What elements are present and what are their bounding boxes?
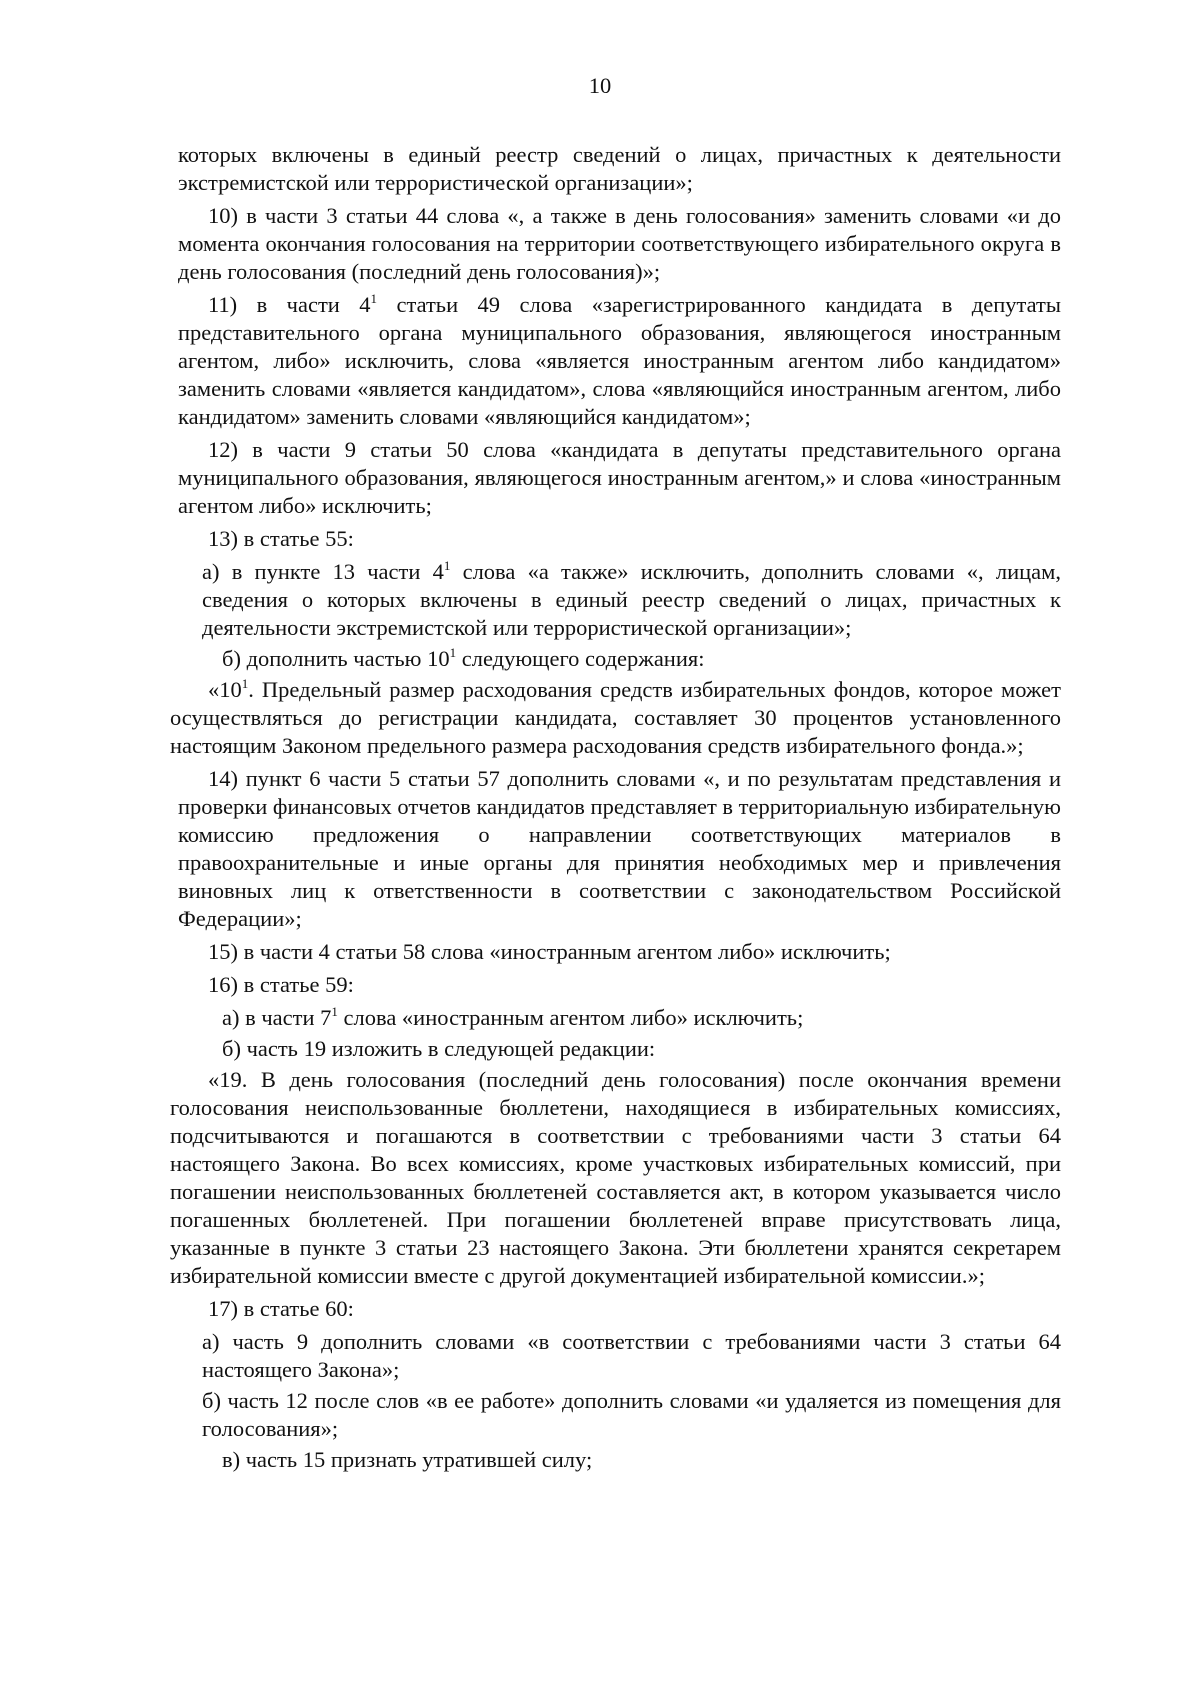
item-14: 14) пункт 6 части 5 статьи 57 дополнить словами «, и по результатам представления и проверки финансовых отчетов кандидатов представляет в территориальную избирательную комиссию предложения о направлении соответствующих материалов в правоохранительные и иные органы для принятия необходимых мер и привлечения виновных лиц к ответственности в соответствии с законодательством Российской Федерации»;	[178, 766, 1061, 931]
quoted-part-text-b: . Предельный размер расходования средств избирательных фондов, которое может осуществляться до регистрации кандидата, составляет 30 процентов установленного настоящим Законом предельного размера расходования средств избирательного фонда.»;	[170, 677, 1061, 758]
item-17b: б) часть 12 после слов «в ее работе» дополнить словами «и удаляется из помещения для голосования»;	[202, 1388, 1061, 1441]
item-16a	[178, 1004, 1061, 1032]
item-16a-text-a: а) в части 7	[222, 1005, 332, 1030]
page-number: 10	[588, 73, 612, 98]
document-body	[170, 141, 1061, 1477]
superscript-1: 1	[241, 676, 249, 691]
superscript-1: 1	[449, 645, 457, 660]
item-16a-text-b: слова «иностранным агентом либо» исключить;	[337, 1005, 804, 1030]
item-13b-text-a: б) дополнить частью 10	[222, 646, 450, 671]
item-11	[178, 291, 1061, 431]
item-15: 15) в части 4 статьи 58 слова «иностранным агентом либо» исключить;	[208, 939, 891, 964]
quoted-part-19: «19. В день голосования (последний день голосования) после окончания времени голосования неиспользованные бюллетени, находящиеся в избирательных комиссиях, подсчитываются и погашаются в соответствии с требованиями части 3 статьи 64 настоящего Закона. Во всех комиссиях, кроме участковых избирательных комиссий, при погашении неиспользованных бюллетеней составляется акт, в котором указывается число погашенных бюллетеней. При погашении бюллетеней вправе присутствовать лица, указанные в пункте 3 статьи 23 настоящего Закона. Эти бюллетени хранятся секретарем избирательной комиссии вместе с другой документацией избирательной комиссии.»;	[170, 1067, 1061, 1288]
item-11-text-b: статьи 49 слова «зарегистрированного кандидата в депутаты представительного органа муниципального образования, являющегося иностранным агентом, либо» исключить, слова «является иностранным агентом либо кандидатом» заменить словами «является кандидатом», слова «являющийся иностранным агентом, либо кандидатом» заменить словами «являющийся кандидатом»;	[178, 292, 1061, 429]
quoted-part-text-a: «10	[208, 677, 242, 702]
superscript-1: 1	[331, 1004, 338, 1019]
item-13a	[178, 558, 1061, 642]
item-11-text-a: 11) в части 4	[208, 292, 371, 317]
item-17a: а) часть 9 дополнить словами «в соответствии с требованиями части 3 статьи 64 настоящего Закона»;	[202, 1329, 1061, 1382]
item-17: 17) в статье 60:	[208, 1296, 354, 1321]
paragraph-continuation: которых включены в единый реестр сведений о лицах, причастных к деятельности экстремистской или террористической организации»;	[178, 142, 1061, 195]
item-17c: в) часть 15 признать утратившей силу;	[222, 1447, 593, 1472]
item-16b: б) часть 19 изложить в следующей редакции:	[222, 1036, 656, 1061]
item-13a-text-b: слова «а также» исключить, дополнить словами «, лицам, сведения о которых включены в единый реестр сведений о лицах, причастных к деятельности экстремистской или террористической организации»;	[202, 559, 1061, 640]
superscript-1: 1	[443, 558, 451, 573]
item-13a-text-a: а) в пункте 13 части 4	[202, 559, 444, 584]
item-13: 13) в статье 55:	[208, 526, 354, 551]
item-16: 16) в статье 59:	[208, 972, 354, 997]
superscript-1: 1	[370, 291, 378, 306]
item-12: 12) в части 9 статьи 50 слова «кандидата в депутаты представительного органа муниципального образования, являющегося иностранным агентом,» и слова «иностранным агентом либо» исключить;	[178, 437, 1061, 518]
quoted-part-10-1	[170, 676, 1061, 760]
item-13b	[178, 645, 1061, 673]
item-10: 10) в части 3 статьи 44 слова «, а также в день голосования» заменить словами «и до момента окончания голосования на территории соответствующего избирательного округа в день голосования (последний день голосования)»;	[178, 203, 1061, 284]
item-13b-text-b: следующего содержания:	[456, 646, 705, 671]
